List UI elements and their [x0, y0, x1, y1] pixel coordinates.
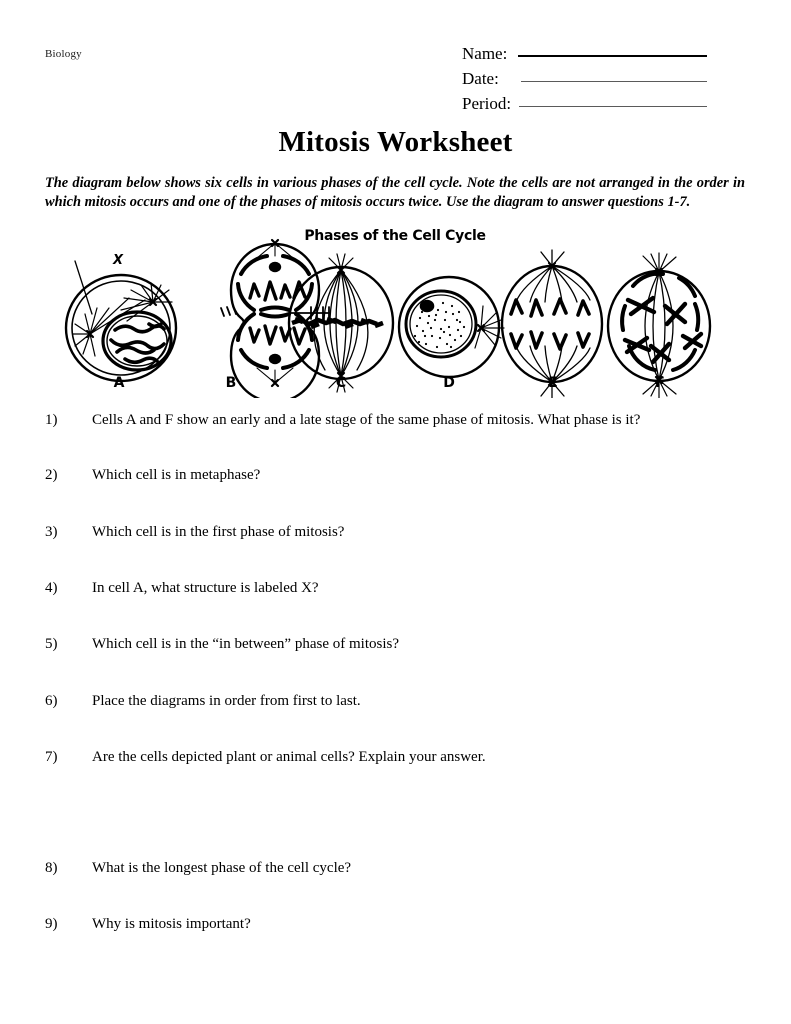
- course-label: Biology: [45, 48, 82, 60]
- question-8-number: 8): [45, 860, 58, 876]
- question-5: [45, 635, 745, 654]
- question-4-text: In cell A, what structure is labeled X?: [92, 580, 319, 596]
- figure-title: Phases of the Cell Cycle: [304, 228, 486, 244]
- question-1-text: Cells A and F show an early and a late stage of the same phase of mitosis. What phase is it?: [92, 412, 641, 428]
- cell-label-e: E: [548, 375, 558, 391]
- question-4: [45, 579, 745, 598]
- date-field-label: Date:: [462, 69, 499, 88]
- date-field-blank[interactable]: [521, 67, 707, 84]
- cell-label-a: A: [113, 375, 125, 391]
- cell-label-c: C: [335, 375, 347, 391]
- x-pointer-label: X: [113, 253, 124, 268]
- question-8: [45, 859, 745, 878]
- name-field-blank[interactable]: [518, 42, 707, 59]
- period-field-label: Period:: [462, 94, 512, 113]
- cell-c-metaphase: [289, 254, 393, 392]
- question-6-text: Place the diagrams in order from first to last.: [92, 693, 361, 709]
- question-9-number: 9): [45, 916, 58, 932]
- question-6-number: 6): [45, 693, 58, 709]
- cell-letter-labels: [45, 375, 745, 395]
- intro-paragraph: The diagram below shows six cells in various phases of the cell cycle. Note the cells are not arranged in the order in which mitosis occurs and one of the phases of mitosis occurs twice. Use the diagram to answer questions 1-7.: [45, 175, 745, 210]
- cell-a-prophase: [66, 275, 176, 381]
- page-title: Mitosis Worksheet: [278, 126, 513, 158]
- name-field-label: Name:: [462, 44, 508, 63]
- date-field-row: [462, 67, 707, 92]
- question-4-number: 4): [45, 580, 58, 596]
- question-3: [45, 523, 745, 542]
- question-1-number: 1): [45, 412, 58, 428]
- question-9: [45, 915, 745, 934]
- period-field-row: [462, 92, 707, 117]
- period-field-blank[interactable]: [519, 92, 707, 109]
- question-5-number: 5): [45, 636, 58, 652]
- question-2-number: 2): [45, 467, 58, 483]
- question-1: [45, 411, 745, 430]
- question-7: [45, 748, 745, 767]
- cell-label-b: B: [225, 375, 237, 391]
- question-9-text: Why is mitosis important?: [92, 916, 251, 932]
- question-6: [45, 692, 745, 711]
- student-info-fields: [462, 42, 707, 117]
- name-field-row: [462, 42, 707, 67]
- question-3-number: 3): [45, 524, 58, 540]
- question-3-text: Which cell is in the first phase of mitosis?: [92, 524, 345, 540]
- question-7-number: 7): [45, 749, 58, 765]
- question-2-text: Which cell is in metaphase?: [92, 467, 261, 483]
- cell-cycle-figure: [45, 228, 745, 398]
- question-2: [45, 466, 745, 485]
- cell-diagrams-svg: [45, 228, 745, 398]
- question-7-text: Are the cells depicted plant or animal cells? Explain your answer.: [92, 749, 486, 765]
- cell-label-f: F: [655, 375, 665, 391]
- question-8-text: What is the longest phase of the cell cycle?: [92, 860, 352, 876]
- question-5-text: Which cell is in the “in between” phase of mitosis?: [92, 636, 399, 652]
- cell-label-d: D: [443, 375, 455, 391]
- cell-d-interphase: [399, 277, 504, 377]
